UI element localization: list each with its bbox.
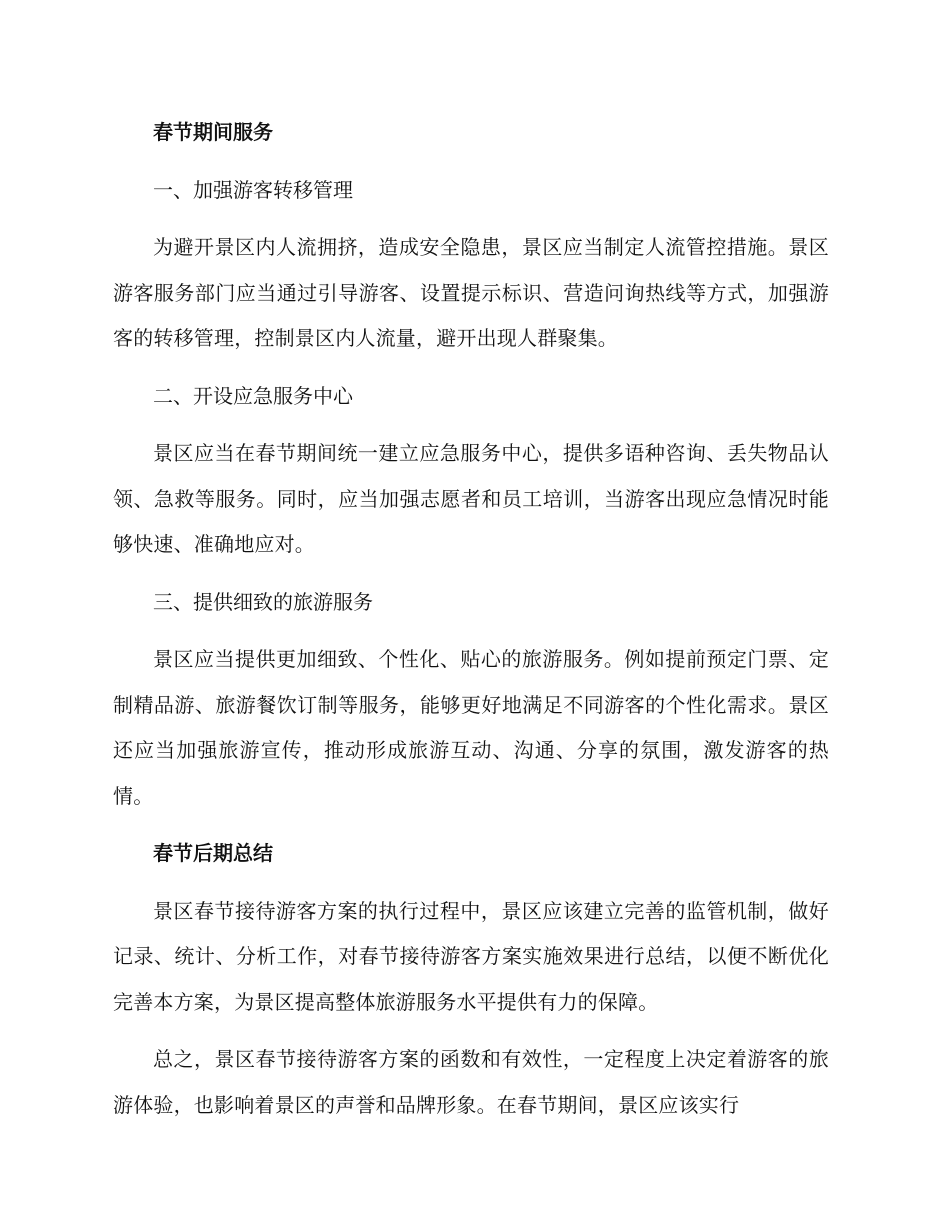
paragraph-summary: 景区春节接待游客方案的执行过程中，景区应该建立完善的监管机制，做好记录、统计、分析工作，对春节接待游客方案实施效果进行总结，以便不断优化完善本方案，为景区提高整体旅游服务水平提供有力的保障。 [113,898,829,1014]
subheading-emergency-center: 二、开设应急服务中心 [153,383,353,408]
subheading-detailed-service: 三、提供细致的旅游服务 [153,589,373,614]
paragraph-conclusion: 总之，景区春节接待游客方案的函数和有效性，一定程度上决定着游客的旅游体验，也影响着景区的声誉和品牌形象。在春节期间，景区应该实行 [113,1047,829,1117]
spacer [113,1025,829,1037]
spacer [113,362,829,374]
spacer [113,625,829,637]
subheading-visitor-transfer: 一、加强游客转移管理 [153,177,353,202]
section-heading-post-festival-summary: 春节后期总结 [153,841,273,865]
paragraph-emergency-center: 景区应当在春节期间统一建立应急服务中心，提供多语种咨询、丢失物品认领、急救等服务。同时，应当加强志愿者和员工培训，当游客出现应急情况时能够快速、准确地应对。 [113,441,829,556]
document-page [113,110,829,1128]
spacer [113,568,829,580]
paragraph-visitor-transfer: 为避开景区内人流拥挤，造成安全隐患，景区应当制定人流管控措施。景区游客服务部门应当通过引导游客、设置提示标识、营造问询热线等方式，加强游客的转移管理，控制景区内人流量，避开出现人群聚集。 [113,235,829,350]
paragraph-detailed-service: 景区应当提供更加细致、个性化、贴心的旅游服务。例如提前预定门票、定制精品游、旅游餐饮订制等服务，能够更好地满足不同游客的个性化需求。景区还应当加强旅游宣传，推动形成旅游互动、沟通、分享的氛围，激发游客的热情。 [113,647,829,808]
spacer [113,819,829,831]
spacer [113,213,829,225]
spacer [113,877,829,889]
spacer [113,419,829,431]
spacer [113,156,829,168]
section-heading-spring-festival-service: 春节期间服务 [153,120,273,144]
